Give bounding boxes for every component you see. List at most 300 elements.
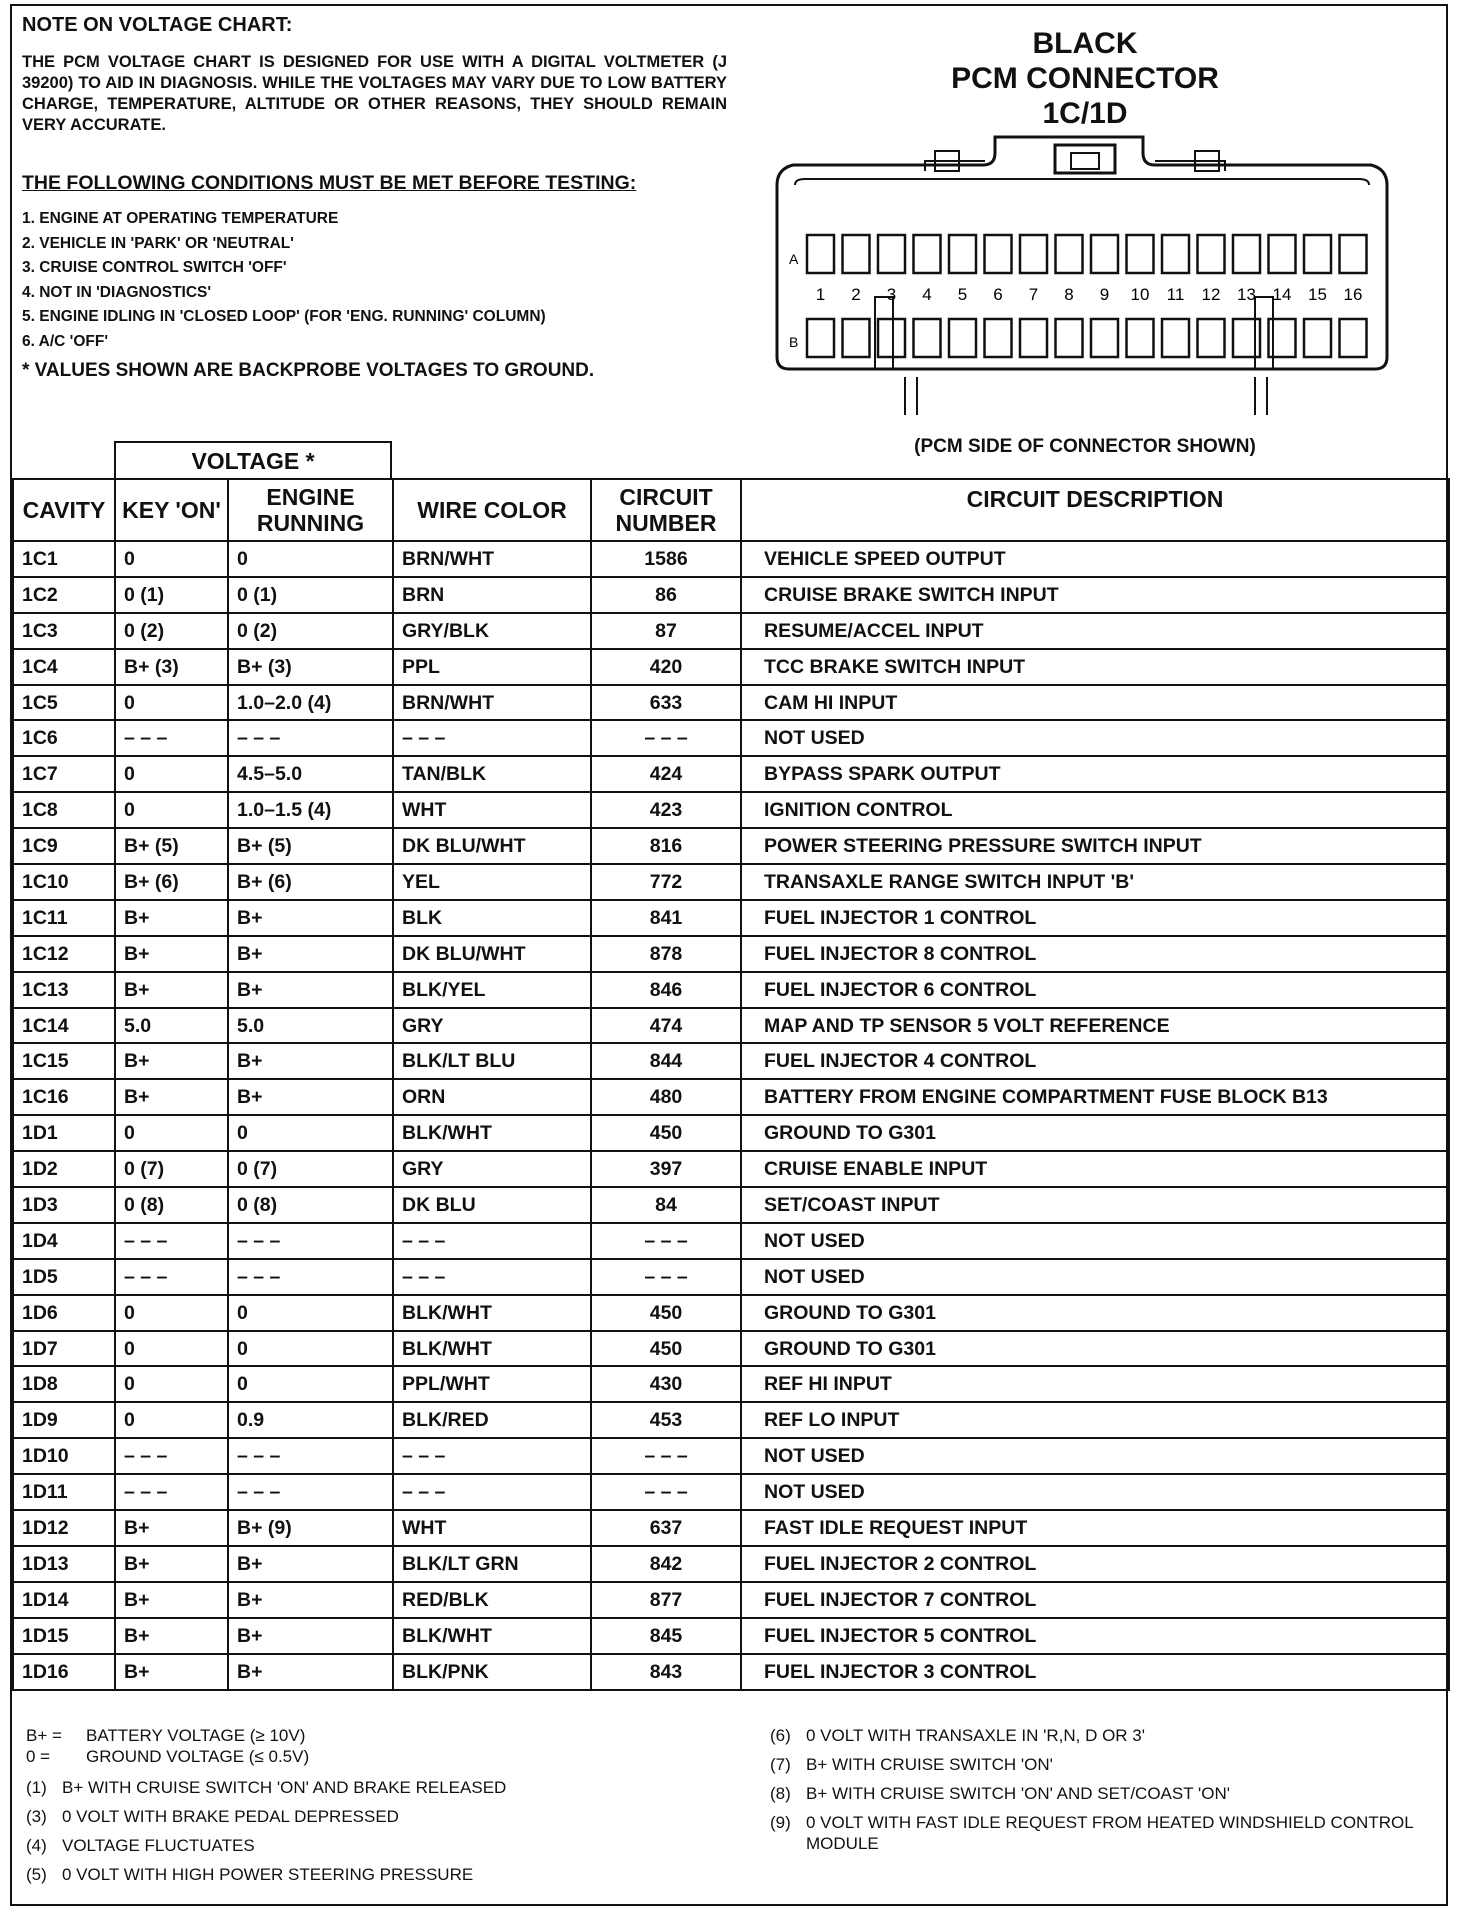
key-on-cell: B+ (6) [115, 864, 228, 900]
circuit-number-cell: – – – [591, 1474, 741, 1510]
wire-color-cell: GRY [393, 1008, 591, 1044]
pin-a [807, 235, 834, 273]
circuit-number-cell: 450 [591, 1115, 741, 1151]
engine-running-cell: – – – [228, 1474, 393, 1510]
wire-color-cell: BLK/RED [393, 1402, 591, 1438]
pin-b [1020, 319, 1047, 357]
circuit-number-cell: 844 [591, 1043, 741, 1079]
description-cell: MAP AND TP SENSOR 5 VOLT REFERENCE [741, 1008, 1449, 1044]
wire-color-cell: BRN/WHT [393, 685, 591, 721]
description-cell: NOT USED [741, 1474, 1449, 1510]
engine-running-cell: – – – [228, 1438, 393, 1474]
wire-color-cell: RED/BLK [393, 1582, 591, 1618]
header-engine-running: ENGINE RUNNING [228, 479, 393, 541]
key-on-cell: 0 [115, 792, 228, 828]
engine-running-cell: – – – [228, 1223, 393, 1259]
engine-running-cell: 0 (7) [228, 1151, 393, 1187]
conditions-list [22, 207, 546, 354]
circuit-number-cell: 841 [591, 900, 741, 936]
circuit-number-cell: 424 [591, 756, 741, 792]
description-cell: FUEL INJECTOR 8 CONTROL [741, 936, 1449, 972]
key-on-cell: 0 [115, 1402, 228, 1438]
pin-a [1269, 235, 1296, 273]
description-cell: CRUISE ENABLE INPUT [741, 1151, 1449, 1187]
description-cell: REF HI INPUT [741, 1366, 1449, 1402]
table-row [13, 1223, 1449, 1259]
description-cell: FAST IDLE REQUEST INPUT [741, 1510, 1449, 1546]
footnote-text: 0 VOLT WITH TRANSAXLE IN 'R,N, D OR 3' [806, 1726, 1146, 1745]
legend-row [26, 1746, 766, 1767]
circuit-number-cell: 84 [591, 1187, 741, 1223]
key-on-cell: B+ [115, 1618, 228, 1654]
footnote [770, 1783, 1450, 1804]
key-on-cell: 0 [115, 1366, 228, 1402]
engine-running-cell: 5.0 [228, 1008, 393, 1044]
pin-a [985, 235, 1012, 273]
key-on-cell: B+ [115, 972, 228, 1008]
connector-title [905, 26, 1265, 131]
engine-running-cell: B+ [228, 1582, 393, 1618]
wire-color-cell: – – – [393, 1438, 591, 1474]
footnote-list-right [770, 1725, 1450, 1862]
wire-color-cell: BLK/PNK [393, 1654, 591, 1690]
wire-color-cell: BLK [393, 900, 591, 936]
table-row [13, 720, 1449, 756]
pin-a [1127, 235, 1154, 273]
description-cell: NOT USED [741, 720, 1449, 756]
cavity-cell: 1D8 [13, 1366, 115, 1402]
engine-running-cell: 0 [228, 1366, 393, 1402]
wire-color-cell: TAN/BLK [393, 756, 591, 792]
circuit-number-cell: 816 [591, 828, 741, 864]
circuit-number-cell: 637 [591, 1510, 741, 1546]
table-row [13, 1582, 1449, 1618]
engine-running-cell: B+ [228, 1043, 393, 1079]
footnote-number: (9) [770, 1813, 791, 1832]
circuit-number-cell: 453 [591, 1402, 741, 1438]
engine-running-cell: B+ [228, 900, 393, 936]
engine-running-cell: B+ [228, 936, 393, 972]
cavity-cell: 1D14 [13, 1582, 115, 1618]
pin-number: 13 [1237, 285, 1256, 304]
engine-running-cell: 0 (2) [228, 613, 393, 649]
description-cell: SET/COAST INPUT [741, 1187, 1449, 1223]
table-row [13, 1295, 1449, 1331]
cavity-cell: 1C9 [13, 828, 115, 864]
footnote-text: VOLTAGE FLUCTUATES [62, 1836, 255, 1855]
key-on-cell: B+ [115, 1043, 228, 1079]
description-cell: GROUND TO G301 [741, 1115, 1449, 1151]
key-on-cell: 0 (7) [115, 1151, 228, 1187]
cavity-cell: 1C7 [13, 756, 115, 792]
backprobe-note: * VALUES SHOWN ARE BACKPROBE VOLTAGES TO GROUND. [22, 360, 595, 381]
table-row [13, 1402, 1449, 1438]
table-row [13, 649, 1449, 685]
pin-number: 16 [1343, 285, 1363, 304]
key-on-cell: – – – [115, 720, 228, 756]
pin-grid [807, 235, 1367, 357]
engine-running-cell: 0 [228, 1295, 393, 1331]
key-on-cell: 0 [115, 1295, 228, 1331]
cavity-cell: 1C14 [13, 1008, 115, 1044]
circuit-number-cell: – – – [591, 1438, 741, 1474]
table-row [13, 1259, 1449, 1295]
wire-color-cell: – – – [393, 1474, 591, 1510]
description-cell: TRANSAXLE RANGE SWITCH INPUT 'B' [741, 864, 1449, 900]
pin-b [914, 319, 941, 357]
wire-color-cell: GRY [393, 1151, 591, 1187]
description-cell: FUEL INJECTOR 1 CONTROL [741, 900, 1449, 936]
table-row [13, 1079, 1449, 1115]
circuit-number-cell: 877 [591, 1582, 741, 1618]
pin-b [1127, 319, 1154, 357]
footnote-number: (7) [770, 1755, 791, 1774]
engine-running-cell: B+ [228, 1618, 393, 1654]
table-row [13, 972, 1449, 1008]
cavity-cell: 1C13 [13, 972, 115, 1008]
table-row [13, 1618, 1449, 1654]
condition-item: 4. NOT IN 'DIAGNOSTICS' [22, 283, 212, 301]
pin-b [807, 319, 834, 357]
row-a-label: A [789, 251, 799, 267]
wire-color-cell: DK BLU [393, 1187, 591, 1223]
pin-number: 4 [922, 285, 932, 304]
pin-b [878, 319, 905, 357]
table-row [13, 685, 1449, 721]
footnote [770, 1754, 1450, 1775]
table-row [13, 1438, 1449, 1474]
footnote [26, 1777, 766, 1798]
table-row [13, 1474, 1449, 1510]
footnote-number: (5) [26, 1865, 47, 1884]
footnote-number: (3) [26, 1807, 47, 1826]
description-cell: BATTERY FROM ENGINE COMPARTMENT FUSE BLOCK B13 [741, 1079, 1449, 1115]
key-on-cell: 0 [115, 541, 228, 577]
header-cavity: CAVITY [13, 479, 115, 541]
engine-running-cell: 0 (1) [228, 577, 393, 613]
pin-number: 12 [1201, 285, 1221, 304]
cavity-cell: 1D3 [13, 1187, 115, 1223]
cavity-cell: 1C8 [13, 792, 115, 828]
cavity-cell: 1C1 [13, 541, 115, 577]
pin-a [1020, 235, 1047, 273]
header-circuit-description: CIRCUIT DESCRIPTION [741, 479, 1449, 541]
table-row [13, 864, 1449, 900]
wire-color-cell: – – – [393, 720, 591, 756]
pin-b [1056, 319, 1083, 357]
table-row [13, 1008, 1449, 1044]
circuit-number-cell: – – – [591, 1259, 741, 1295]
cavity-cell: 1C2 [13, 577, 115, 613]
circuit-number-cell: 480 [591, 1079, 741, 1115]
circuit-number-cell: 845 [591, 1618, 741, 1654]
pin-number: 9 [1099, 285, 1110, 304]
description-cell: FUEL INJECTOR 5 CONTROL [741, 1618, 1449, 1654]
footnote-text: B+ WITH CRUISE SWITCH 'ON' AND SET/COAST 'ON' [806, 1784, 1231, 1803]
table-row [13, 1151, 1449, 1187]
footnotes-left [26, 1725, 766, 1893]
cavity-cell: 1C16 [13, 1079, 115, 1115]
wire-color-cell: PPL/WHT [393, 1366, 591, 1402]
table-body [13, 541, 1449, 1690]
cavity-cell: 1D11 [13, 1474, 115, 1510]
cavity-cell: 1D5 [13, 1259, 115, 1295]
key-on-cell: – – – [115, 1438, 228, 1474]
table-row [13, 613, 1449, 649]
table-row [13, 577, 1449, 613]
circuit-number-cell: 430 [591, 1366, 741, 1402]
key-on-cell: B+ [115, 1582, 228, 1618]
footnote-number: (8) [770, 1784, 791, 1803]
footnote-text: 0 VOLT WITH FAST IDLE REQUEST FROM HEATED WINDSHIELD CONTROL MODULE [806, 1813, 1414, 1853]
cavity-cell: 1D4 [13, 1223, 115, 1259]
pin-number: 8 [1064, 285, 1074, 304]
pin-a [878, 235, 905, 273]
pin-b [843, 319, 870, 357]
engine-running-cell: – – – [228, 720, 393, 756]
pin-number: 5 [957, 285, 968, 304]
wire-color-cell: ORN [393, 1079, 591, 1115]
table-row [13, 900, 1449, 936]
wire-color-cell: BRN/WHT [393, 541, 591, 577]
connector-title-line3: 1C/1D [1042, 97, 1128, 130]
engine-running-cell: 0.9 [228, 1402, 393, 1438]
legend-symbol: 0 = [26, 1747, 51, 1766]
footnote [770, 1812, 1450, 1854]
pin-b [985, 319, 1012, 357]
footnote [26, 1864, 766, 1885]
engine-running-cell: 0 [228, 1331, 393, 1367]
pin-number: 6 [993, 285, 1003, 304]
housing-inner-top [795, 179, 1369, 185]
circuit-number-cell: 772 [591, 864, 741, 900]
description-cell: FUEL INJECTOR 7 CONTROL [741, 1582, 1449, 1618]
footnote-number: (1) [26, 1778, 47, 1797]
key-on-cell: B+ [115, 1510, 228, 1546]
table-row [13, 936, 1449, 972]
key-on-cell: – – – [115, 1474, 228, 1510]
pin-number: 10 [1130, 285, 1150, 304]
key-on-cell: 5.0 [115, 1008, 228, 1044]
key-on-cell: B+ [115, 900, 228, 936]
pin-a [1162, 235, 1189, 273]
pin-b [1340, 319, 1367, 357]
key-on-cell: 0 (1) [115, 577, 228, 613]
legend-text: BATTERY VOLTAGE (≥ 10V) [86, 1726, 306, 1745]
latch-inner [1071, 153, 1099, 169]
footnote-text: B+ WITH CRUISE SWITCH 'ON' AND BRAKE RELEASED [62, 1778, 507, 1797]
cavity-cell: 1C12 [13, 936, 115, 972]
description-cell: FUEL INJECTOR 3 CONTROL [741, 1654, 1449, 1690]
circuit-number-cell: 474 [591, 1008, 741, 1044]
wire-color-cell: DK BLU/WHT [393, 828, 591, 864]
pin-a [1340, 235, 1367, 273]
wire-color-cell: – – – [393, 1223, 591, 1259]
key-on-cell: 0 [115, 1115, 228, 1151]
table-row [13, 1510, 1449, 1546]
cavity-cell: 1D9 [13, 1402, 115, 1438]
pin-a [1056, 235, 1083, 273]
condition-item: 3. CRUISE CONTROL SWITCH 'OFF' [22, 259, 287, 276]
key-on-cell: B+ [115, 1546, 228, 1582]
cavity-cell: 1D16 [13, 1654, 115, 1690]
pin-number: 3 [886, 285, 897, 304]
cavity-cell: 1D13 [13, 1546, 115, 1582]
wire-color-cell: YEL [393, 864, 591, 900]
key-on-cell: B+ [115, 1079, 228, 1115]
engine-running-cell: B+ (9) [228, 1510, 393, 1546]
description-cell: POWER STEERING PRESSURE SWITCH INPUT [741, 828, 1449, 864]
pin-number: 1 [815, 285, 826, 304]
connector-caption: (PCM SIDE OF CONNECTOR SHOWN) [914, 436, 1256, 457]
circuit-number-cell: 420 [591, 649, 741, 685]
wire-color-cell: BLK/WHT [393, 1295, 591, 1331]
table-row [13, 1187, 1449, 1223]
pin-a [949, 235, 976, 273]
cavity-cell: 1C11 [13, 900, 115, 936]
condition-item: 6. A/C 'OFF' [22, 332, 109, 350]
cavity-cell: 1D2 [13, 1151, 115, 1187]
table-row [13, 756, 1449, 792]
engine-running-cell: 0 [228, 1115, 393, 1151]
wire-color-cell: BLK/YEL [393, 972, 591, 1008]
pin-a [1091, 235, 1118, 273]
key-on-cell: 0 [115, 1331, 228, 1367]
wire-color-cell: – – – [393, 1259, 591, 1295]
cavity-cell: 1D1 [13, 1115, 115, 1151]
circuit-number-cell: 878 [591, 936, 741, 972]
condition-item: 1. ENGINE AT OPERATING TEMPERATURE [22, 210, 339, 227]
wire-color-cell: BLK/WHT [393, 1115, 591, 1151]
pin-number: 2 [851, 285, 861, 304]
pin-a [1304, 235, 1331, 273]
footnote-text: B+ WITH CRUISE SWITCH 'ON' [806, 1755, 1053, 1774]
pin-b [949, 319, 976, 357]
table-row [13, 1546, 1449, 1582]
wire-color-cell: PPL [393, 649, 591, 685]
description-cell: TCC BRAKE SWITCH INPUT [741, 649, 1449, 685]
table-row [13, 1654, 1449, 1690]
pin-a [1198, 235, 1225, 273]
header-key-on: KEY 'ON' [115, 479, 228, 541]
condition-item: 2. VEHICLE IN 'PARK' OR 'NEUTRAL' [22, 234, 294, 252]
pin-b [1091, 319, 1118, 357]
footnote-text: 0 VOLT WITH HIGH POWER STEERING PRESSURE [62, 1865, 474, 1884]
circuit-number-cell: 397 [591, 1151, 741, 1187]
voltage-table [12, 478, 1450, 1691]
description-cell: GROUND TO G301 [741, 1331, 1449, 1367]
note-title: NOTE ON VOLTAGE CHART: [22, 14, 293, 36]
row-b-label: B [789, 334, 799, 350]
engine-running-cell: B+ (3) [228, 649, 393, 685]
legend-row [26, 1725, 766, 1746]
footnote-list-left [26, 1777, 766, 1885]
engine-running-cell: 1.0–2.0 (4) [228, 685, 393, 721]
pin-a [1233, 235, 1260, 273]
legend [26, 1725, 766, 1767]
circuit-number-cell: – – – [591, 720, 741, 756]
key-on-cell: 0 (8) [115, 1187, 228, 1223]
description-cell: NOT USED [741, 1259, 1449, 1295]
header-wire-color: WIRE COLOR [393, 479, 591, 541]
engine-running-cell: B+ (6) [228, 864, 393, 900]
table-row [13, 1115, 1449, 1151]
voltage-group-header: VOLTAGE * [114, 441, 392, 478]
wire-color-cell: BLK/WHT [393, 1618, 591, 1654]
engine-running-cell: 1.0–1.5 (4) [228, 792, 393, 828]
footnote-number: (6) [770, 1726, 791, 1745]
cavity-cell: 1D7 [13, 1331, 115, 1367]
engine-running-cell: B+ [228, 1546, 393, 1582]
key-on-cell: B+ (3) [115, 649, 228, 685]
wire-color-cell: WHT [393, 792, 591, 828]
wire-color-cell: GRY/BLK [393, 613, 591, 649]
description-cell: BYPASS SPARK OUTPUT [741, 756, 1449, 792]
pin-number: 11 [1166, 285, 1185, 304]
wire-color-cell: BRN [393, 577, 591, 613]
cavity-cell: 1C15 [13, 1043, 115, 1079]
engine-running-cell: 4.5–5.0 [228, 756, 393, 792]
footnote-number: (4) [26, 1836, 47, 1855]
conditions-heading: THE FOLLOWING CONDITIONS MUST BE MET BEFORE TESTING: [22, 172, 637, 194]
wire-color-cell: DK BLU/WHT [393, 936, 591, 972]
cavity-cell: 1C10 [13, 864, 115, 900]
description-cell: REF LO INPUT [741, 1402, 1449, 1438]
table-row [13, 792, 1449, 828]
description-cell: GROUND TO G301 [741, 1295, 1449, 1331]
key-on-cell: 0 (2) [115, 613, 228, 649]
table-row [13, 1043, 1449, 1079]
cavity-cell: 1C5 [13, 685, 115, 721]
footnote [26, 1806, 766, 1827]
circuit-number-cell: 633 [591, 685, 741, 721]
wire-color-cell: WHT [393, 1510, 591, 1546]
key-on-cell: 0 [115, 685, 228, 721]
pin-b [1162, 319, 1189, 357]
key-on-cell: B+ (5) [115, 828, 228, 864]
table-row [13, 828, 1449, 864]
cavity-cell: 1C3 [13, 613, 115, 649]
note-body: THE PCM VOLTAGE CHART IS DESIGNED FOR USE WITH A DIGITAL VOLTMETER (J 39200) TO AID IN DIAGNOSIS. WHILE THE VOLTAGES MAY VARY DUE TO LOW BATTERY CHARGE, TEMPERATURE, ALTITUDE OR OTHER REASONS, THEY SHOULD REMAIN VERY ACCURATE. [22, 53, 727, 134]
pin-number: 7 [1028, 285, 1039, 304]
engine-running-cell: B+ [228, 1654, 393, 1690]
key-on-cell: B+ [115, 936, 228, 972]
cavity-cell: 1D6 [13, 1295, 115, 1331]
key-on-cell: – – – [115, 1259, 228, 1295]
circuit-number-cell: 842 [591, 1546, 741, 1582]
cavity-cell: 1C4 [13, 649, 115, 685]
description-cell: IGNITION CONTROL [741, 792, 1449, 828]
pin-b [1304, 319, 1331, 357]
description-cell: NOT USED [741, 1223, 1449, 1259]
description-cell: CRUISE BRAKE SWITCH INPUT [741, 577, 1449, 613]
key-on-cell: 0 [115, 756, 228, 792]
description-cell: FUEL INJECTOR 6 CONTROL [741, 972, 1449, 1008]
connector-diagram [755, 125, 1395, 425]
engine-running-cell: 0 [228, 541, 393, 577]
legend-text: GROUND VOLTAGE (≤ 0.5V) [86, 1747, 310, 1766]
wire-color-cell: BLK/LT BLU [393, 1043, 591, 1079]
cavity-cell: 1D10 [13, 1438, 115, 1474]
circuit-number-cell: 846 [591, 972, 741, 1008]
pin-b [1198, 319, 1225, 357]
key-on-cell: B+ [115, 1654, 228, 1690]
header-circuit-number: CIRCUIT NUMBER [591, 479, 741, 541]
connector-title-line1: BLACK [1032, 27, 1138, 60]
footnote [770, 1725, 1450, 1746]
circuit-number-cell: 87 [591, 613, 741, 649]
pin-a [914, 235, 941, 273]
